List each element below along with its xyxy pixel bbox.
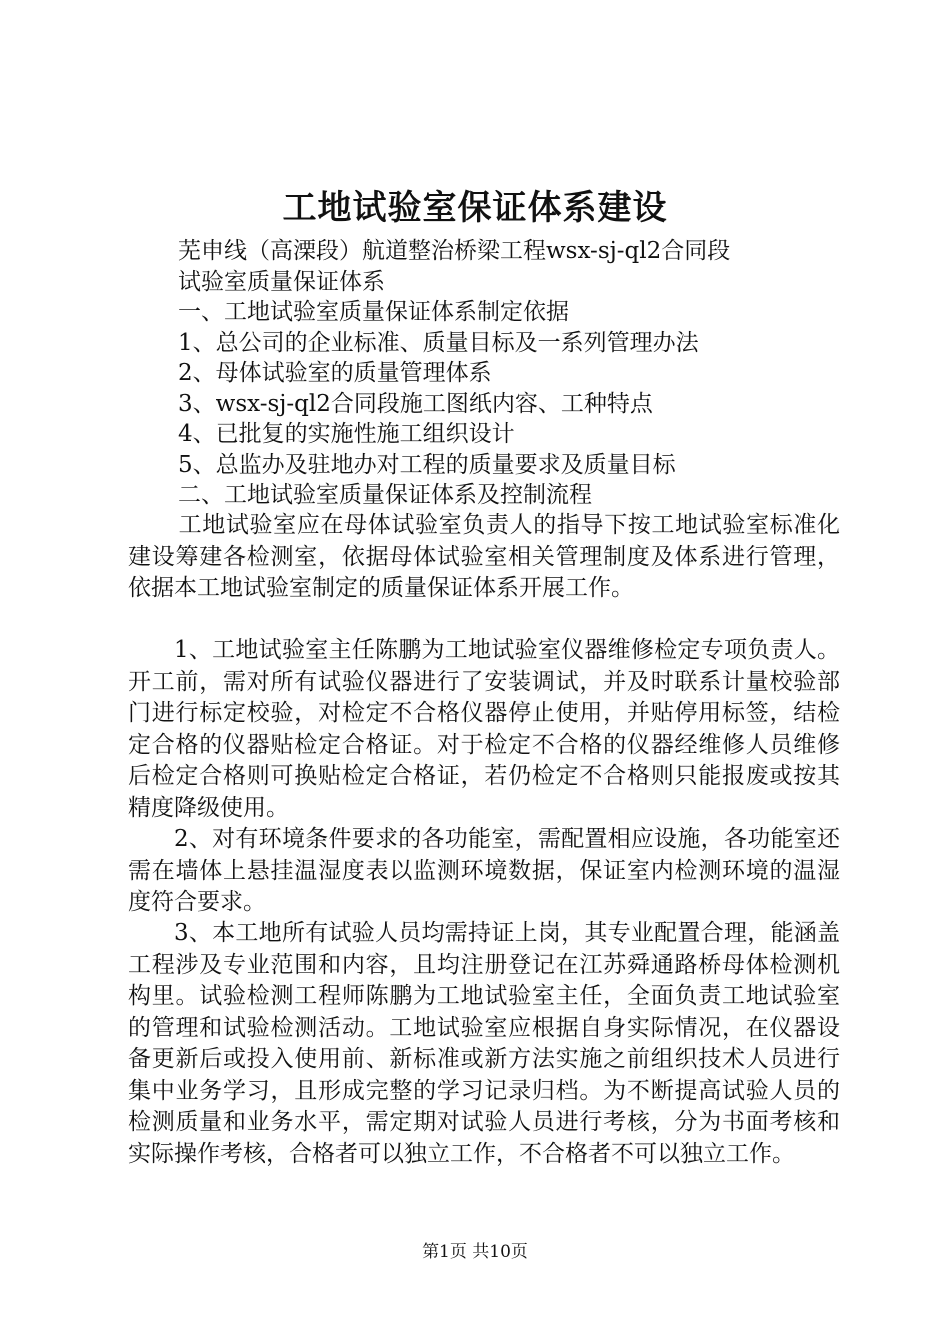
basis-item-3: 3、wsx-sj-ql2合同段施工图纸内容、工种特点 — [178, 390, 653, 417]
basis-item-4: 4、已批复的实施性施工组织设计 — [178, 421, 515, 447]
basis-item-2: 2、母体试验室的质量管理体系 — [178, 360, 492, 386]
page-number-footer: 第1页 共10页 — [422, 1242, 528, 1262]
system-subtitle: 试验室质量保证体系 — [178, 268, 385, 295]
basis-item-5: 5、总监办及驻地办对工程的质量要求及质量目标 — [178, 451, 676, 478]
document-title: 工地试验室保证体系建设 — [282, 188, 668, 228]
section-heading-1: 一、工地试验室质量保证体系制定依据 — [178, 299, 569, 325]
header-lines — [178, 236, 878, 511]
basis-item-1: 1、总公司的企业标准、质量目标及一系列管理办法 — [178, 329, 699, 356]
paragraph-personnel: 3、本工地所有试验人员均需持证上岗，其专业配置合理，能涵盖工程涉及专业范围和内容，且均注册登记在江苏舜通路桥母体检测机构里。试验检测工程师陈鹏为工地试验室主任，全面负责工地试验室的管理和试验检测活动。工地试验室应根据自身实际情况，在仪器设备更新后或投入使用前、新标准或新方法实施之前组织技术人员进行集中业务学习，且形成完整的学习记录归档。为不断提高试验人员的检测质量和业务水平，需定期对试验人员进行考核，分为书面考核和实际操作考核，合格者可以独立工作，不合格者不可以独立工作。 — [128, 920, 840, 1167]
paragraph-environment: 2、对有环境条件要求的各功能室，需配置相应设施，各功能室还需在墙体上悬挂温湿度表以监测环境数据，保证室内检测环境的温湿度符合要求。 — [128, 826, 840, 915]
paragraph-instrument-calibration: 1、工地试验室主任陈鹏为工地试验室仪器维修检定专项负责人。开工前，需对所有试验仪器进行了安装调试，并及时联系计量校验部门进行标定校验，对检定不合格仪器停止使用，并贴停用标签，结检定合格的仪器贴检定合格证。对于检定不合格的仪器经维修人员维修后检定合格则可换贴检定合格证，若仍检定不合格则只能报废或按其精度降级使用。 — [128, 637, 840, 821]
section-heading-2: 二、工地试验室质量保证体系及控制流程 — [178, 482, 592, 508]
intro-paragraph: 工地试验室应在母体试验室负责人的指导下按工地试验室标准化建设筹建各检测室，依据母体试验室相关管理制度及体系进行管理，依据本工地试验室制定的质量保证体系开展工作。 — [128, 512, 840, 601]
project-line: 芜申线（高溧段）航道整治桥梁工程wsx-sj-ql2合同段 — [178, 238, 731, 264]
